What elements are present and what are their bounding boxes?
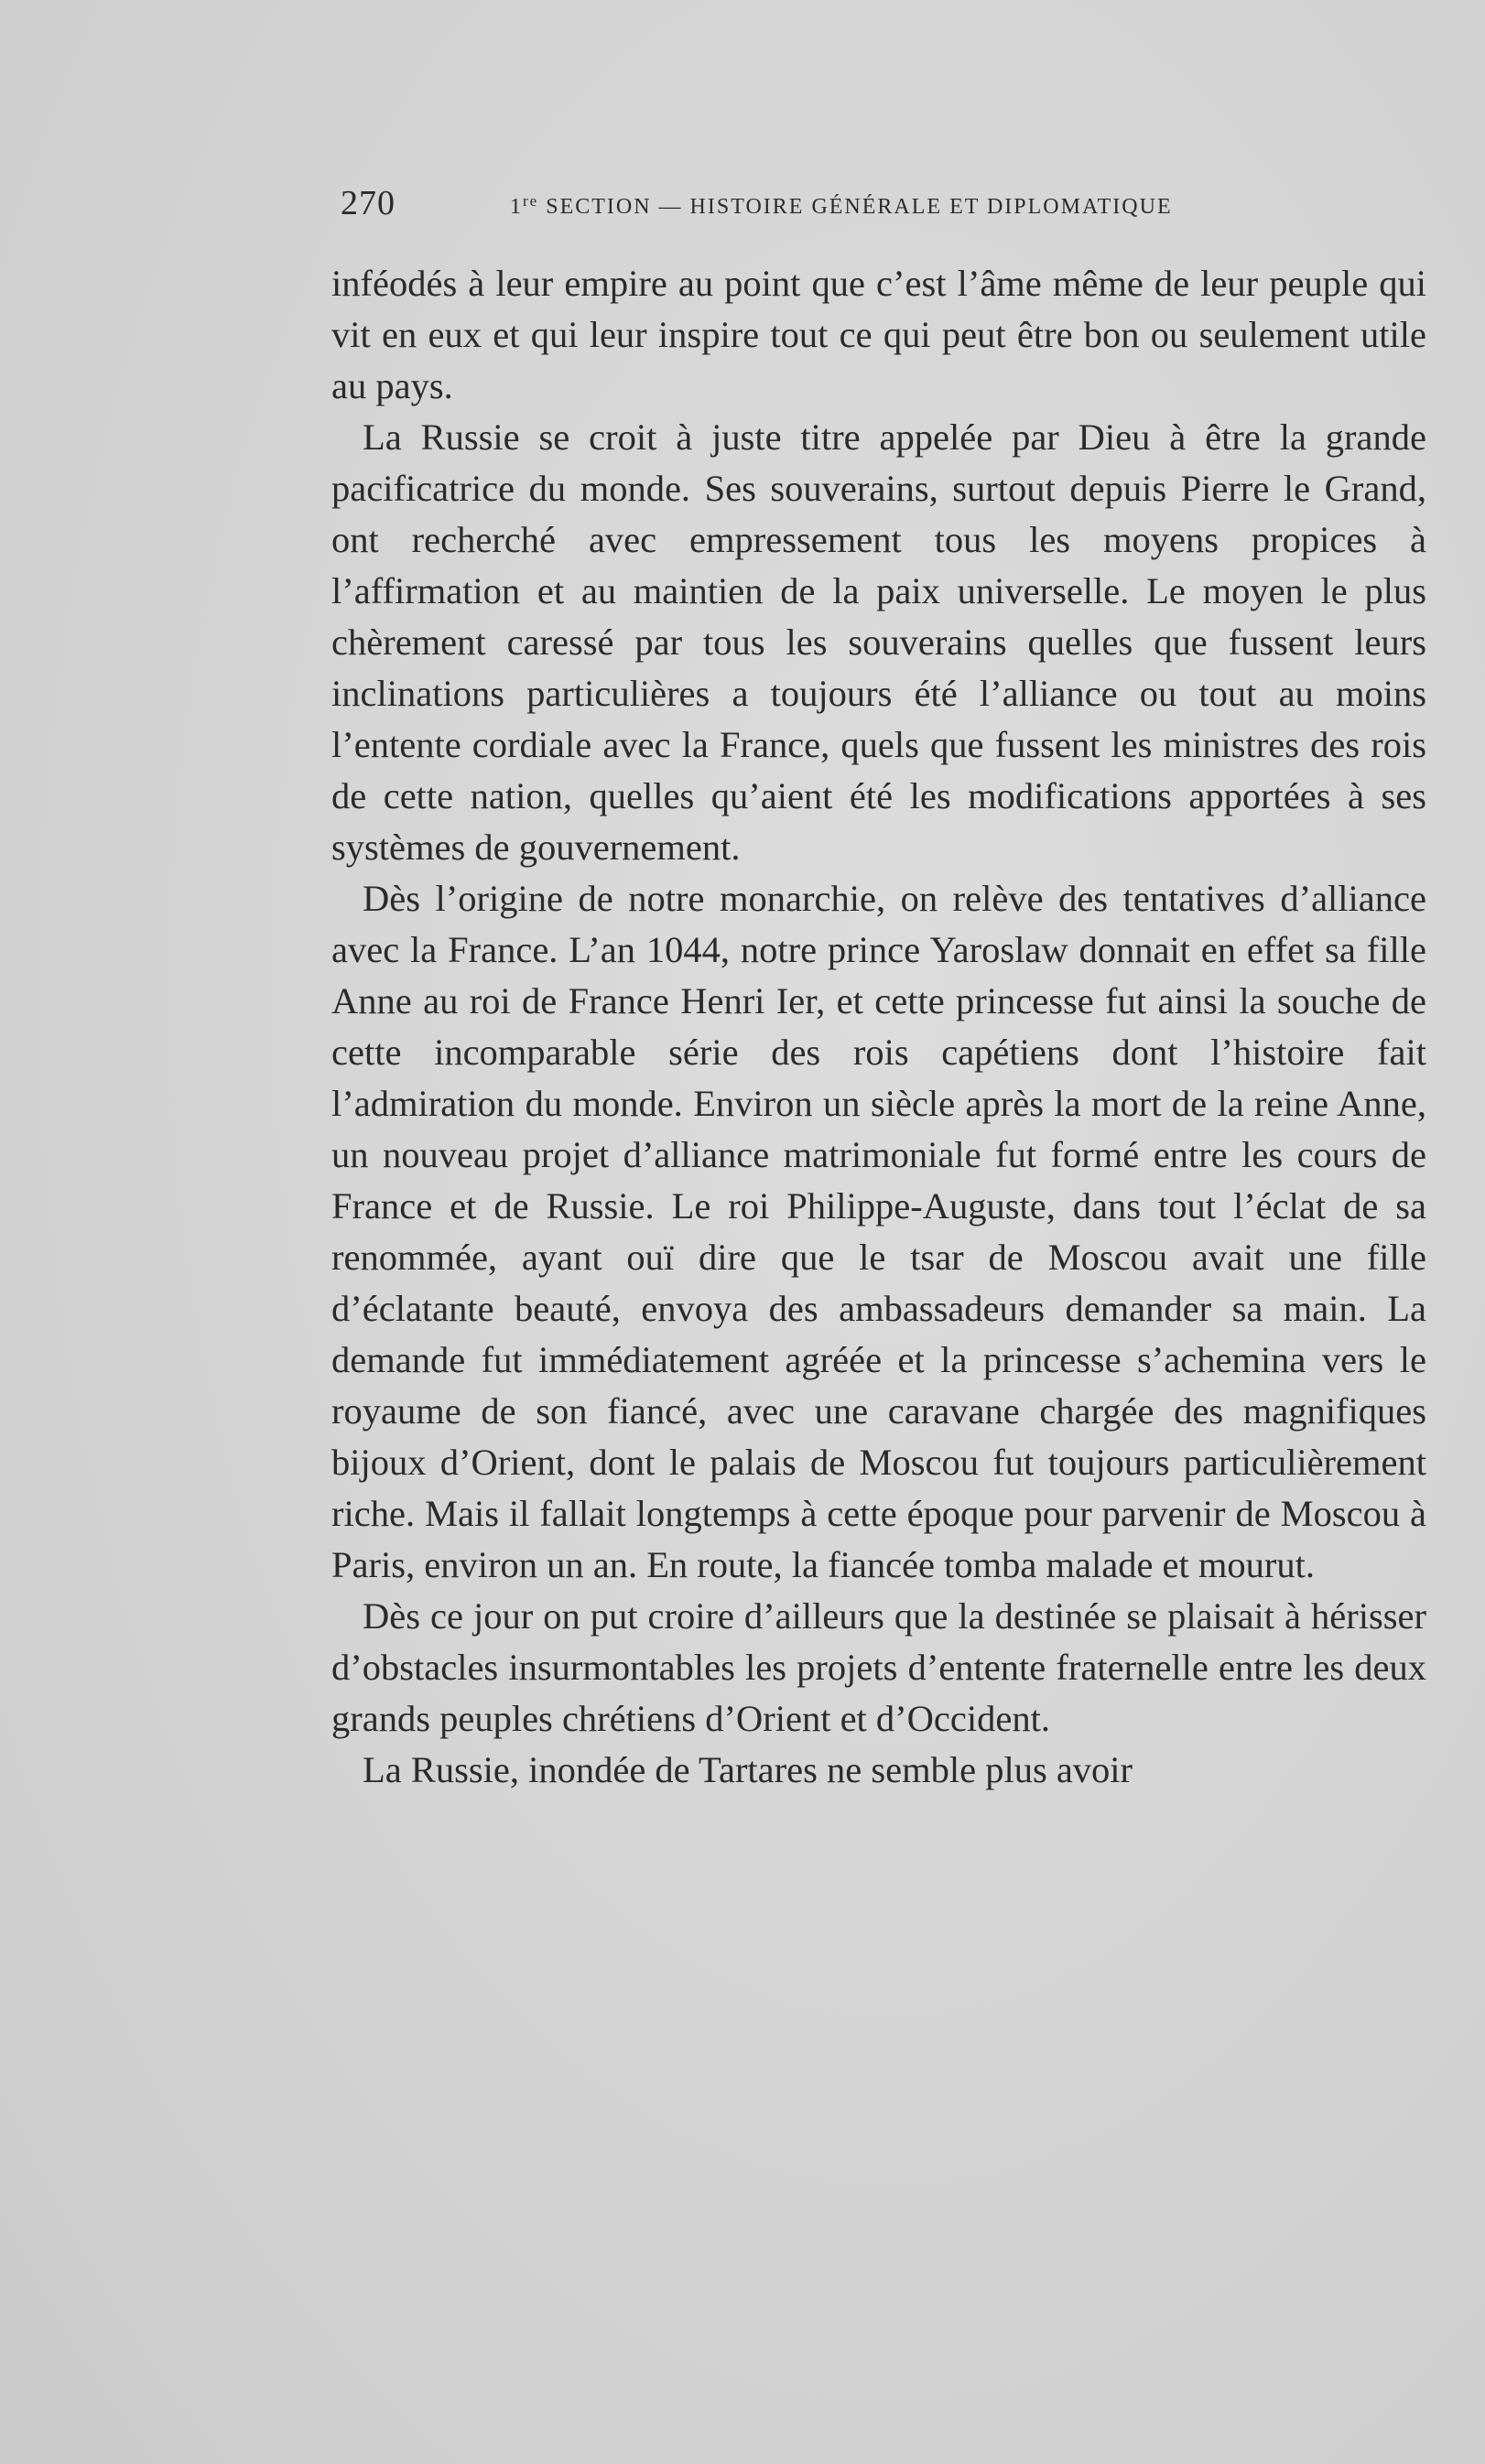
page-number: 270 bbox=[341, 184, 396, 222]
body-text bbox=[331, 258, 1426, 1796]
paragraph: La Russie se croit à juste titre appelée par Dieu à être la grande pacificatrice du monde. Ses souverains, surtout depuis Pierre le Grand, ont recherché avec empressement tous les moyens propices à l’affirmation et au maintien de la paix universelle. Le moyen le plus chèrement caressé par tous les souverains quelles que fussent leurs inclinations particulières a toujours été l’alliance ou tout au moins l’entente cordiale avec la France, quels que fussent les ministres des rois de cette nation, quelles qu’aient été les modifications apportées à ses systèmes de gouvernement. bbox=[331, 416, 1426, 868]
paragraph: La Russie, inondée de Tartares ne semble plus avoir bbox=[363, 1749, 1133, 1790]
section-ordinal-superscript: re bbox=[523, 192, 539, 210]
paragraph-continued: inféodés à leur empire au point que c’est l’âme même de leur peuple qui vit en eux et qui leur inspire tout ce qui peut être bon ou seulement utile au pays. bbox=[331, 263, 1426, 406]
running-head bbox=[510, 192, 1173, 220]
section-ordinal: 1 bbox=[510, 195, 523, 219]
page-header bbox=[341, 183, 1274, 238]
paragraph: Dès ce jour on put croire d’ailleurs que la destinée se plaisait à hérisser d’obstacles insurmontables les projets d’entente fraternelle entre les deux grands peuples chrétiens d’Orient et d’Occident. bbox=[331, 1595, 1426, 1739]
paragraph: Dès l’origine de notre monarchie, on relève des tentatives d’alliance avec la France. L’an 1044, notre prince Yaroslaw donnait en effet sa fille Anne au roi de France Henri Ier, et cette princesse fut ainsi la souche de cette incomparable série des rois capétiens dont l’histoire fait l’admiration du monde. Environ un siècle après la mort de la reine Anne, un nouveau projet d’alliance matrimoniale fut formé entre les cours de France et de Russie. Le roi Philippe-Auguste, dans tout l’éclat de sa renommée, ayant ouï dire que le tsar de Moscou avait une fille d’éclatante beauté, envoya des ambassadeurs demander sa main. La demande fut immédiatement agréée et la princesse s’achemina vers le royaume de son fiancé, avec une caravane chargée des magnifiques bijoux d’Orient, dont le palais de Moscou fut toujours particulièrement riche. Mais il fallait longtemps à cette époque pour parvenir de Moscou à Paris, environ un an. En route, la fiancée tomba malade et mourut. bbox=[331, 878, 1426, 1585]
section-title: SECTION — HISTOIRE GÉNÉRALE ET DIPLOMATIQUE bbox=[538, 195, 1173, 219]
